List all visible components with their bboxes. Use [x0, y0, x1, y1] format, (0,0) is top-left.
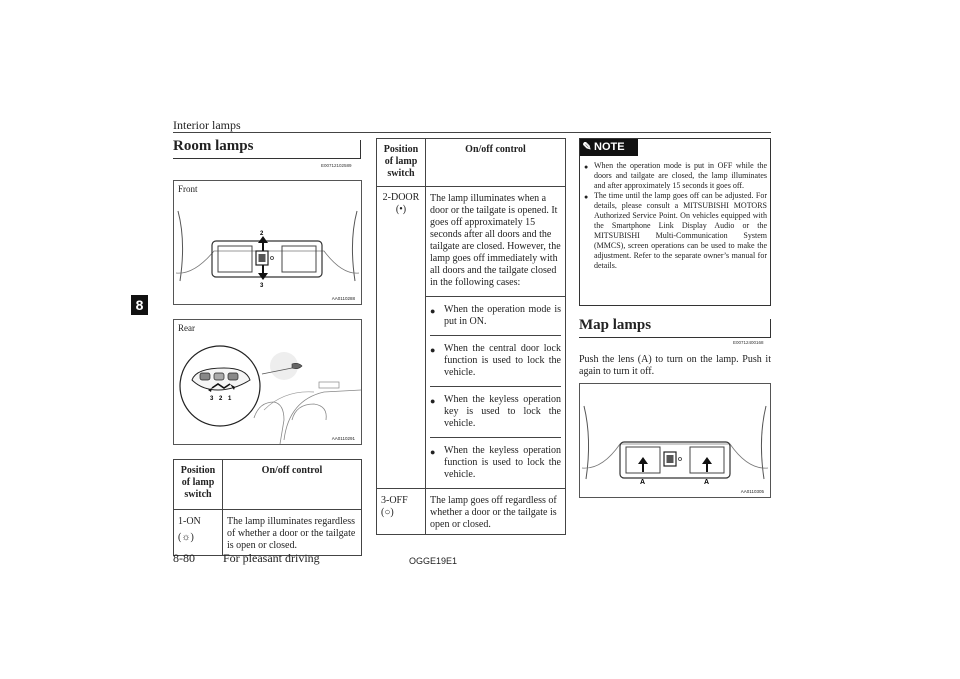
rear-lamp-figure	[173, 319, 362, 445]
front-mark-3: 3	[260, 283, 264, 289]
rear-figure-code: AA0110291	[331, 436, 355, 441]
on-symbol: (☼)	[178, 532, 194, 543]
map-lamps-code: E00712400168	[733, 340, 764, 345]
off-symbol: (○)	[381, 507, 394, 518]
list-item: ● The time until the lamp goes off can be adjusted. For details, please consult a MITSUBISHI MOTORS Authorized Service Point. On vehicles equipped with the Smartphone Link Display Audio or the MITSUBISHI Multi-Communication System (MMCS), screen operations can be used to make the adjustment. Refer to the separate owner’s manual for details.	[584, 191, 767, 270]
note-pencil-icon: ✎	[582, 141, 592, 153]
position-on: 1-ON	[178, 516, 201, 527]
front-figure-code: AA0110288	[331, 296, 355, 301]
header-rule	[173, 132, 771, 133]
footer-section: For pleasant driving	[223, 551, 320, 565]
lamp-switch-table-1	[173, 459, 362, 556]
bullet-icon: ●	[430, 447, 436, 457]
room-lamps-rule	[173, 158, 361, 159]
position-cell	[174, 510, 223, 556]
lamp-switch-table-2	[376, 138, 566, 535]
control-door-text: The lamp illuminates when a door or the tailgate is opened. It goes off approximately 15 seconds after all doors and the tailgate are closed. However, the lamp goes off immediately with all doors and the tailgate closed in the following cases:	[426, 193, 565, 297]
map-lamps-title: Map lamps	[579, 317, 652, 333]
rear-lamp-illustration	[174, 320, 361, 444]
bullet-icon: ●	[430, 396, 436, 406]
chapter-tab: 8	[131, 295, 148, 315]
col-position-header-2: Position of lamp switch	[377, 139, 426, 187]
position-off: 3-OFF	[381, 495, 408, 506]
list-item: ● When the operation mode is put in OFF while the doors and tailgate are closed, the lamp illuminates and after approximately 15 seconds it goes off.	[584, 161, 767, 190]
control-off: The lamp goes off regardless of whether a door or the tailgate is open or closed.	[426, 489, 566, 535]
note-body	[584, 161, 767, 271]
table-row	[174, 510, 362, 556]
rear-mark-2: 2	[219, 396, 223, 402]
map-lamps-rule	[579, 337, 771, 338]
position-cell	[377, 187, 426, 489]
rear-mark-1: 1	[228, 396, 232, 402]
control-on: The lamp illuminates regardless of whether a door or the tailgate is open or closed.	[223, 510, 362, 556]
footer-doc-code: OGGE19E1	[409, 556, 458, 566]
rear-figure-label: Rear	[178, 323, 195, 333]
running-header: Interior lamps	[173, 118, 241, 132]
control-door-cell	[426, 187, 566, 489]
room-lamps-code: E00712102589	[321, 163, 352, 168]
map-figure-code: AA0110305	[740, 489, 764, 494]
note-label: NOTE	[594, 141, 625, 153]
bullet-icon: ●	[584, 193, 589, 201]
note-header	[580, 139, 638, 156]
position-door: 2-DOOR	[382, 192, 420, 203]
map-lamp-figure	[579, 383, 771, 498]
bullet-icon: ●	[584, 163, 589, 171]
map-lamp-illustration	[580, 384, 770, 497]
table-row	[377, 489, 566, 535]
col-control-header: On/off control	[223, 460, 362, 510]
map-lamps-text: Push the lens (A) to turn on the lamp. Push it again to turn it off.	[579, 354, 771, 377]
front-lamp-figure	[173, 180, 362, 305]
list-item: ● When the operation mode is put in ON.	[430, 297, 561, 336]
bullet-icon: ●	[430, 345, 436, 355]
page-number: 8-80	[173, 551, 195, 565]
front-mark-2: 2	[260, 231, 264, 237]
list-item: ● When the central door lock function is used to lock the vehicle.	[430, 336, 561, 387]
col-position-header: Position of lamp switch	[174, 460, 223, 510]
col-control-header-2: On/off control	[426, 139, 566, 187]
map-lamps-rule-tick	[770, 319, 771, 337]
map-mark-a-left: A	[640, 479, 646, 486]
position-cell	[377, 489, 426, 535]
list-item: ● When the keyless operation key is used to lock the vehicle.	[430, 387, 561, 438]
room-lamps-title: Room lamps	[173, 138, 254, 154]
room-lamps-rule-tick	[360, 140, 361, 158]
front-figure-label: Front	[178, 184, 198, 194]
note-box	[579, 138, 771, 306]
list-item: ● When the keyless operation function is used to lock the vehicle.	[430, 445, 561, 480]
bullet-icon: ●	[430, 306, 436, 316]
door-symbol: (•)	[395, 204, 407, 215]
front-lamp-illustration	[174, 181, 361, 304]
table-row	[377, 187, 566, 489]
map-mark-a-right: A	[704, 479, 710, 486]
rear-mark-3: 3	[210, 396, 214, 402]
